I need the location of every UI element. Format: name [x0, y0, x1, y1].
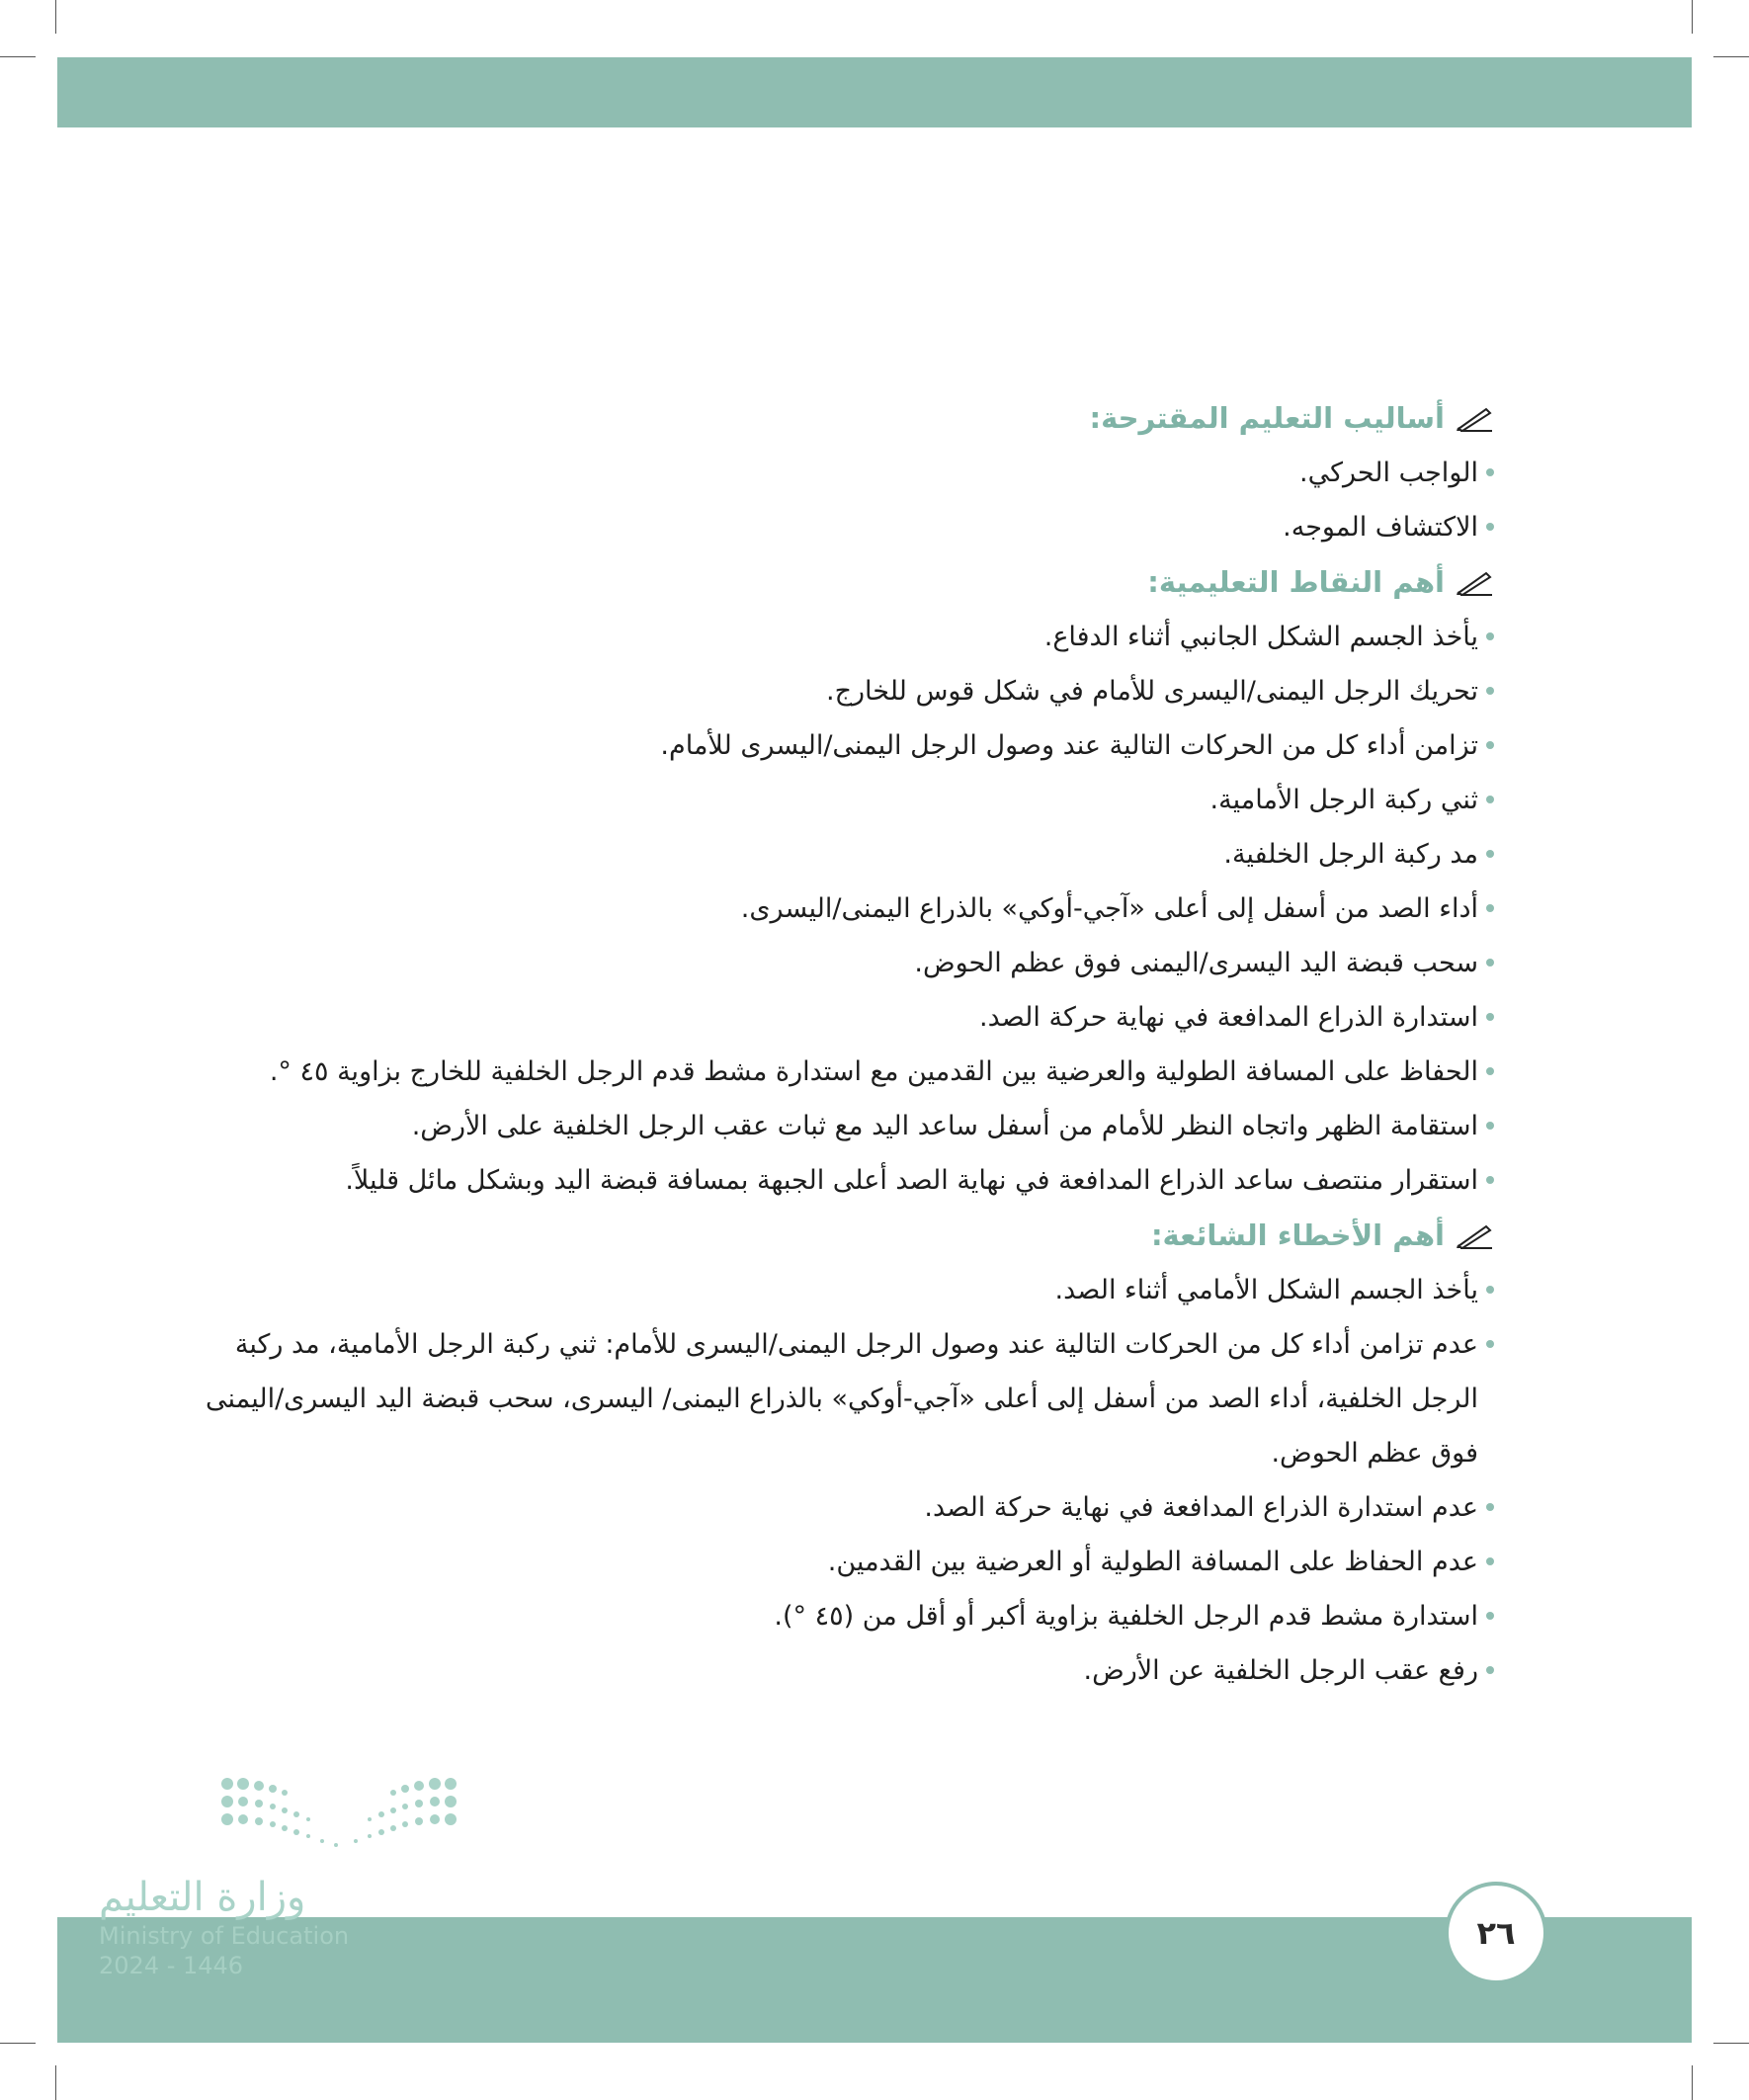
edition-year: 2024 - 1446	[99, 1952, 244, 1979]
section-teaching-methods	[198, 390, 1494, 554]
bullet-icon	[1486, 1557, 1494, 1565]
list-item: تزامن أداء كل من الحركات التالية عند وصول الرجل اليمنى/اليسرى للأمام.	[198, 718, 1494, 773]
list-item: عدم تزامن أداء كل من الحركات التالية عند وصول الرجل اليمنى/اليسرى للأمام: ثني ركبة الرجل الأمامية، مد ركبة الرجل الخلفية، أداء الصد من أسفل إلى أعلى «آجي-أوكي» بالذراع اليمنى/ اليسرى، سحب قبضة اليد اليسرى/اليمنى فوق عظم الحوض.	[198, 1317, 1494, 1480]
list-item: رفع عقب الرجل الخلفية عن الأرض.	[198, 1643, 1494, 1698]
page-content	[198, 390, 1494, 1698]
list-item: الواجب الحركي.	[198, 446, 1494, 500]
crop-mark	[1713, 2043, 1749, 2044]
bullet-icon	[1486, 1666, 1494, 1674]
section-heading	[198, 1208, 1494, 1263]
bullet-icon	[1486, 850, 1494, 858]
section-key-points	[198, 554, 1494, 1208]
bullet-icon	[1486, 741, 1494, 749]
bullet-icon	[1486, 1612, 1494, 1620]
crop-mark	[1692, 2065, 1693, 2100]
bullet-icon	[1486, 1013, 1494, 1021]
list-item: سحب قبضة اليد اليسرى/اليمنى فوق عظم الحوض.	[198, 936, 1494, 990]
section-heading-text: أهم الأخطاء الشائعة:	[1150, 1218, 1445, 1252]
bullet-icon	[1486, 687, 1494, 695]
list-item: استقامة الظهر واتجاه النظر للأمام من أسفل ساعد اليد مع ثبات عقب الرجل الخلفية على الأرض.	[198, 1099, 1494, 1153]
bullet-icon	[1486, 1340, 1494, 1348]
pen-icon	[1455, 403, 1494, 433]
ministry-name-arabic: وزارة التعليم	[99, 1875, 306, 1920]
ministry-logo-icon	[215, 1774, 462, 1853]
section-heading	[198, 390, 1494, 446]
list-item: عدم استدارة الذراع المدافعة في نهاية حركة الصد.	[198, 1480, 1494, 1535]
list-item: الاكتشاف الموجه.	[198, 500, 1494, 554]
header-band	[57, 57, 1692, 127]
bullet-icon	[1486, 1176, 1494, 1184]
ministry-name-english: Ministry of Education	[99, 1922, 350, 1950]
bullet-icon	[1486, 959, 1494, 966]
list-item: استقرار منتصف ساعد الذراع المدافعة في نهاية الصد أعلى الجبهة بمسافة قبضة اليد وبشكل مائل قليلاً.	[198, 1153, 1494, 1208]
bullet-icon	[1486, 632, 1494, 640]
bullet-icon	[1486, 1122, 1494, 1130]
page-number: ٢٦	[1445, 1882, 1547, 1984]
crop-mark	[55, 0, 56, 34]
crop-mark	[0, 56, 36, 57]
list-item: استدارة مشط قدم الرجل الخلفية بزاوية أكبر أو أقل من (٤٥ °).	[198, 1589, 1494, 1643]
section-heading-text: أهم النقاط التعليمية:	[1147, 565, 1445, 599]
crop-mark	[1713, 56, 1749, 57]
bullet-icon	[1486, 523, 1494, 531]
list-item: استدارة الذراع المدافعة في نهاية حركة الصد.	[198, 990, 1494, 1045]
pen-icon	[1455, 1220, 1494, 1250]
list-item: يأخذ الجسم الشكل الأمامي أثناء الصد.	[198, 1263, 1494, 1317]
list-item: الحفاظ على المسافة الطولية والعرضية بين القدمين مع استدارة مشط قدم الرجل الخلفية للخارج بزاوية ٤٥ °.	[198, 1045, 1494, 1099]
bullet-icon	[1486, 904, 1494, 912]
crop-mark	[1692, 0, 1693, 34]
list-item: مد ركبة الرجل الخلفية.	[198, 827, 1494, 882]
bullet-icon	[1486, 468, 1494, 476]
pen-icon	[1455, 567, 1494, 597]
crop-mark	[0, 2043, 36, 2044]
bullet-icon	[1486, 1286, 1494, 1294]
list-item: عدم الحفاظ على المسافة الطولية أو العرضية بين القدمين.	[198, 1535, 1494, 1589]
list-item: أداء الصد من أسفل إلى أعلى «آجي-أوكي» بالذراع اليمنى/اليسرى.	[198, 882, 1494, 936]
section-common-mistakes	[198, 1208, 1494, 1698]
bullet-icon	[1486, 796, 1494, 803]
crop-mark	[55, 2065, 56, 2100]
list-item: يأخذ الجسم الشكل الجانبي أثناء الدفاع.	[198, 610, 1494, 664]
ministry-wordmark	[99, 1874, 356, 1980]
section-heading-text: أساليب التعليم المقترحة:	[1089, 401, 1445, 435]
bullet-icon	[1486, 1067, 1494, 1075]
list-item: ثني ركبة الرجل الأمامية.	[198, 773, 1494, 827]
list-item: تحريك الرجل اليمنى/اليسرى للأمام في شكل قوس للخارج.	[198, 664, 1494, 718]
bullet-icon	[1486, 1503, 1494, 1511]
section-heading	[198, 554, 1494, 610]
